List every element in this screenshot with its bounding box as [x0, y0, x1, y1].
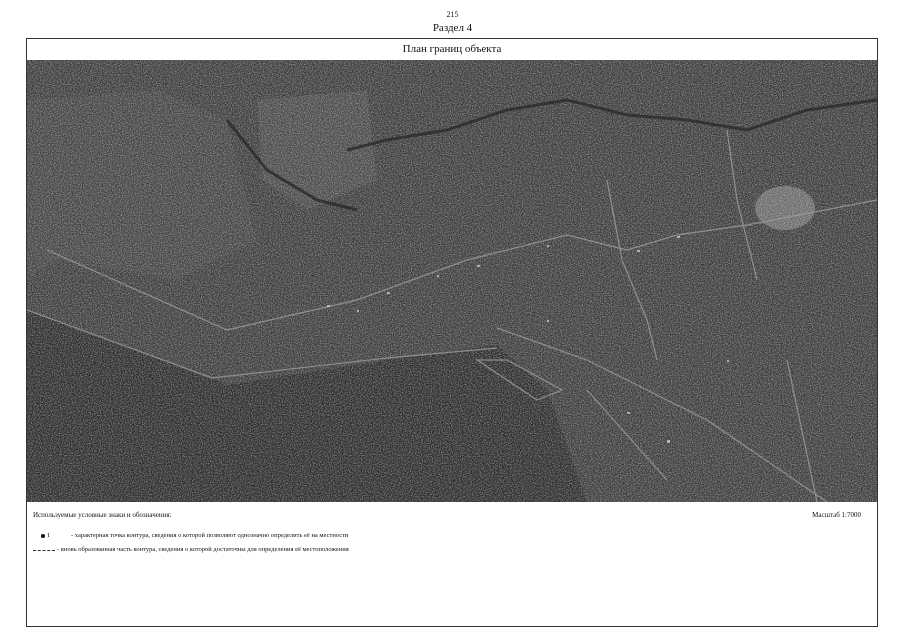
plan-frame [26, 38, 878, 627]
point-symbol-label: 1 [47, 532, 51, 539]
scale-label: Масштаб 1:7000 [812, 511, 861, 519]
satellite-map[interactable] [27, 60, 877, 502]
legend-item-text: - вновь образованная часть контура, сведения о которой достаточны для определения её местоположения [57, 546, 349, 553]
dashed-line-icon [33, 546, 57, 554]
point-symbol-icon [33, 532, 57, 540]
legend-title: Используемые условные знаки и обозначения: [33, 511, 172, 519]
satellite-image [27, 60, 877, 502]
legend-item-dashed-line [33, 546, 437, 554]
page-number: 215 [446, 10, 459, 19]
plan-title: План границ объекта [27, 39, 877, 61]
legend-item-text: - характерная точка контура, сведения о которой позволяют однозначно определить её на местности [71, 532, 349, 539]
section-title: Раздел 4 [432, 22, 473, 34]
legend-item-point [33, 532, 451, 540]
